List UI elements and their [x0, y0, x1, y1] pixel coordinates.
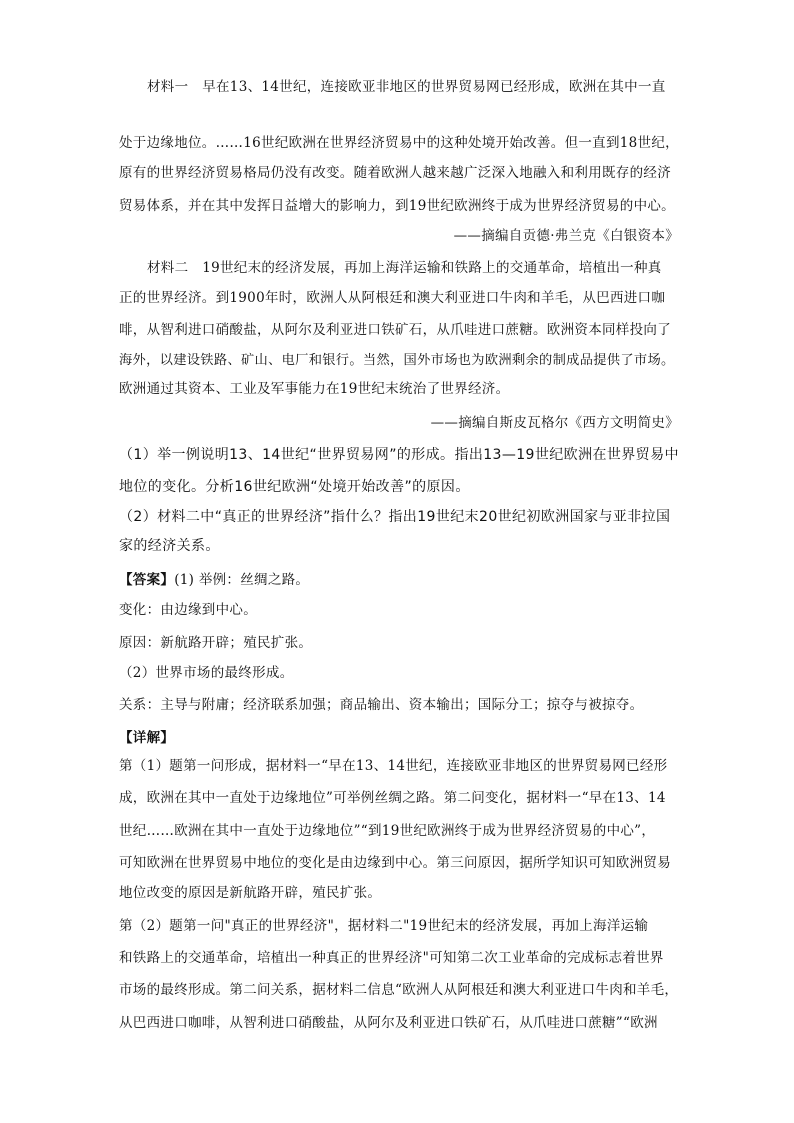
material2-line-5: 欧洲通过其资本、工业及军事能力在19世纪末统治了世界经济。 — [119, 381, 510, 397]
detail-line-5: 地位改变的原因是新航路开辟，殖民扩张。 — [119, 885, 382, 901]
material1-source: ——摘编自贡德·弗兰克《白银资本》 — [453, 228, 679, 244]
detail-line-4: 可知欧洲在世界贸易中地位的变化是由边缘到中心。第三问原因，据所学知识可知欧洲贸易 — [119, 855, 671, 871]
material2-source: ——摘编自斯皮瓦格尔《西方文明简史》 — [430, 415, 679, 431]
detail-line-2: 成，欧洲在其中一直处于边缘地位”可举例丝绸之路。第二问变化，据材料一“早在13、14 — [119, 790, 666, 806]
material1-line-1: 材料一 早在13、14世纪，连接欧亚非地区的世界贸易网已经形成，欧洲在其中一直 — [147, 79, 666, 95]
material2-line-4: 海外，以建设铁路、矿山、电厂和银行。当然，国外市场也为欧洲剩余的制成品提供了市场。 — [119, 353, 675, 368]
question-2-line-2: 家的经济关系。 — [119, 538, 220, 554]
answer-reason: 原因：新航路开辟；殖民扩张。 — [119, 635, 313, 651]
question-2-line-1: （2）材料二中“真正的世界经济”指什么？指出19世纪末20世纪初欧洲国家与亚非拉国 — [119, 509, 671, 525]
material2-line-2: 正的世界经济。到1900年时，欧洲人从阿根廷和澳大利亚进口牛肉和羊毛，从巴西进口咖 — [119, 290, 666, 306]
detail-label: 【详解】 — [119, 730, 175, 746]
material2-line-1: 材料二 19世纪末的经济发展，再加上海洋运输和铁路上的交通革命，培植出一种真 — [147, 260, 662, 276]
material1-line-4: 贸易体系，并在其中发挥日益增大的影响力，到19世纪欧洲终于成为世界经济贸易的中心。 — [119, 198, 675, 214]
answer-label: 【答案】 — [119, 572, 175, 588]
material1-line-2: 处于边缘地位。……16世纪欧洲在世界经济贸易中的这种处境开始改善。但一直到18世纪， — [119, 135, 679, 151]
answer-relation: 关系：主导与附庸；经济联系加强；商品输出、资本输出；国际分工；掠夺与被掠夺。 — [119, 697, 644, 713]
detail-line-9: 从巴西进口咖啡，从智利进口硝酸盐，从阿尔及利亚进口铁矿石，从爪哇进口蔗糖”“欧洲 — [119, 1015, 658, 1031]
detail-line-7: 和铁路上的交通革命，培植出一种真正的世界经济"可知第二次工业革命的完成标志着世界 — [119, 950, 664, 966]
material2-line-3: 啡，从智利进口硝酸盐，从阿尔及利亚进口铁矿石，从爪哇进口蔗糖。欧洲资本同样投向了 — [119, 322, 671, 338]
question-1-line-2: 地位的变化。分析16世纪欧洲“处境开始改善”的原因。 — [119, 479, 470, 495]
detail-line-3: 世纪……欧洲在其中一直处于边缘地位”“到19世纪欧洲终于成为世界经济贸易的中心”， — [119, 823, 656, 839]
material1-line-3: 原有的世界经济贸易格局仍没有改变。随着欧洲人越来越广泛深入地融入和利用既存的经济 — [119, 165, 671, 181]
detail-line-8: 市场的最终形成。第二问关系，据材料二信息“欧洲人从阿根廷和澳大利亚进口牛肉和羊毛， — [119, 982, 679, 998]
answer-change: 变化：由边缘到中心。 — [119, 602, 257, 618]
answer-line-1 — [119, 567, 679, 593]
detail-line-1: 第（1）题第一问形成，据材料一“早在13、14世纪，连接欧亚非地区的世界贸易网已经形 — [119, 758, 668, 774]
answer-part2: （2）世界市场的最终形成。 — [119, 665, 294, 681]
question-1-line-1: （1）举一例说明13、14世纪“世界贸易网”的形成。指出13—19世纪欧洲在世界贸易中 — [119, 447, 679, 463]
detail-line-6: 第（2）题第一问"真正的世界经济"，据材料二"19世纪末的经济发展，再加上海洋运输 — [119, 918, 649, 934]
answer-example: (1) 举例：丝绸之路。 — [174, 572, 310, 588]
